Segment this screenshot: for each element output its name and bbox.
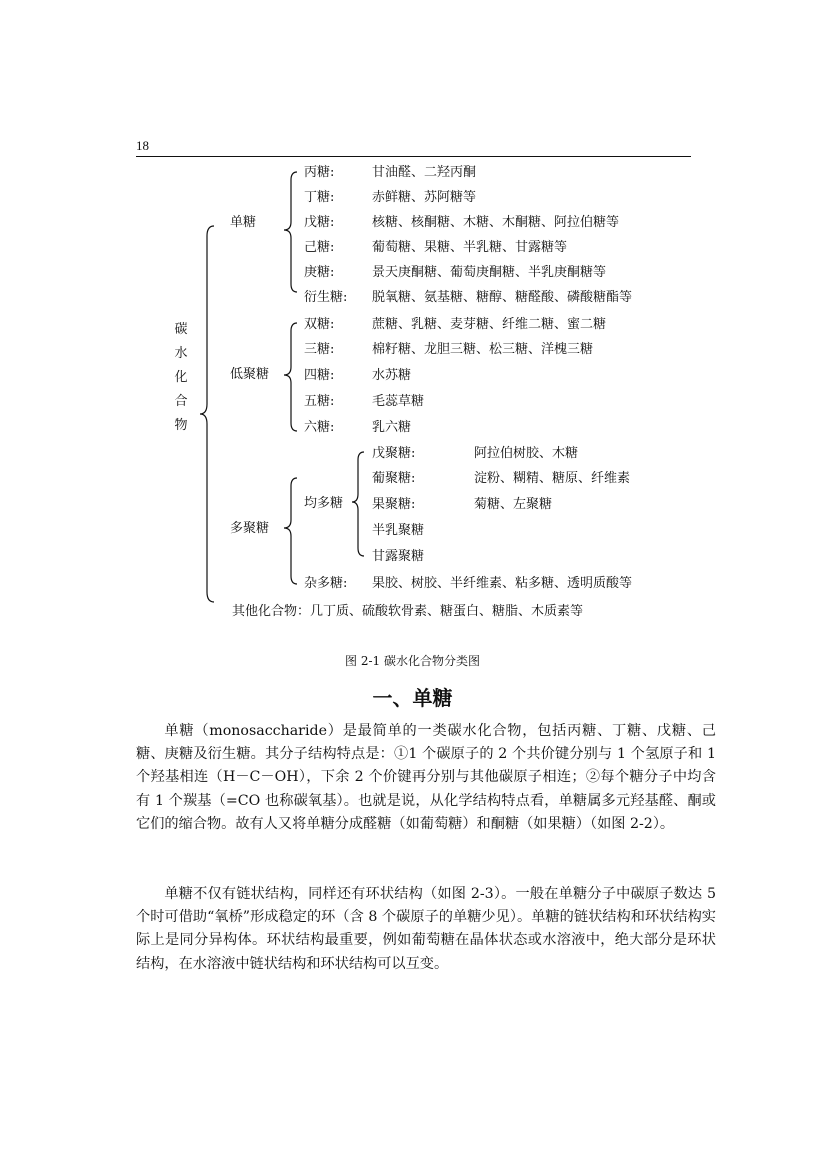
item-name: 丙糖: [304,165,335,180]
item-examples: 毛蕊草糖 [372,394,425,409]
item-name: 戊聚糖: [372,446,416,461]
body-paragraph: 单糖不仅有链状结构，同样还有环状结构（如图 2-3）。一般在单糖分子中碳原子数达 5 个时可借助“氧桥”形成稳定的环（含 8 个碳原子的单糖少见）。单糖的链状结构和环状结构实际上是同分异构体。环状结构最重要，例如葡萄糖在晶体状态或水溶液中，绝大部分是环状结构，在水溶液中链状结构和环状结构可以互变。 [136,886,716,972]
item-name: 三糖: [304,342,335,357]
item-name: 庚糖: [304,265,335,280]
brace-oligosaccharide [283,323,299,431]
item-name: 丁糖: [304,190,335,205]
item-name: 半乳聚糖 [372,523,425,538]
item-examples: 乳六糖 [372,420,412,435]
root-brace [200,226,216,602]
item-examples: 阿拉伯树胶、木糖 [474,446,579,461]
group-label-oligosaccharide: 低聚糖 [230,367,270,382]
item-name: 甘露聚糖 [372,549,425,564]
item-examples: 蔗糖、乳糖、麦芽糖、纤维二糖、蜜二糖 [372,317,607,332]
item-name: 四糖: [304,368,335,383]
body-paragraph: 单糖（monosaccharide）是最简单的一类碳水化合物，包括丙糖、丁糖、戊糖、己糖、庚糖及衍生糖。其分子结构特点是：①1 个碳原子的 2 个共价键分别与 1 个氢原子和 1 个羟基相连（H－C－OH），下余 2 个价键再分别与其他碳原子相连；②每个糖分子中均含有 1 个羰基（=CO 也称碳氧基）。也就是说，从化学结构特点看，单糖属多元羟基醛、酮或它们的缩合物。故有人又将单糖分成醛糖（如葡萄糖）和酮糖（如果糖）（如图 2-2）。 [136,723,716,832]
item-name: 戊糖: [304,215,335,230]
item-examples: 赤鲜糖、苏阿糖等 [372,190,477,205]
item-name: 双糖: [304,317,335,332]
item-examples: 脱氧糖、氨基糖、糖醇、糖醛酸、磷酸糖酯等 [372,290,633,305]
root-label: 碳水化合物 [174,322,188,433]
brace-polysaccharide [283,478,299,584]
item-examples: 菊糖、左聚糖 [474,497,553,512]
other-compounds: 其他化合物：几丁质、硫酸软骨素、糖蛋白、糖脂、木质素等 [232,604,584,619]
group-label-monosaccharide: 单糖 [230,215,257,230]
item-examples: 甘油醛、二羟丙酮 [372,165,477,180]
item-name: 杂多糖: [304,576,348,591]
item-name: 果聚糖: [372,497,416,512]
item-examples: 景天庚酮糖、葡萄庚酮糖、半乳庚酮糖等 [372,265,607,280]
brace-monosaccharide [283,172,299,292]
item-examples: 水苏糖 [372,368,412,383]
figure-caption: 图 2-1 碳水化合物分类图 [345,654,480,668]
item-examples: 果胶、树胶、半纤维素、粘多糖、透明质酸等 [372,576,633,591]
brace-homopolysaccharide [352,452,366,556]
item-examples: 棉籽糖、龙胆三糖、松三糖、洋槐三糖 [372,342,594,357]
item-name: 葡聚糖: [372,471,416,486]
section-heading: 一、单糖 [372,686,453,710]
group-label-polysaccharide: 多聚糖 [230,521,270,536]
item-name: 己糖: [304,240,335,255]
item-examples: 葡萄糖、果糖、半乳糖、甘露糖等 [372,240,568,255]
subgroup-label-homopolysaccharide: 均多糖 [304,496,344,511]
page-number: 18 [136,138,149,153]
item-name: 衍生糖: [304,290,348,305]
item-examples: 淀粉、糊精、糖原、纤维素 [474,471,631,486]
item-examples: 核糖、核酮糖、木糖、木酮糖、阿拉伯糖等 [372,215,620,230]
item-name: 六糖: [304,420,335,435]
header-rule [136,156,691,157]
item-name: 五糖: [304,394,335,409]
